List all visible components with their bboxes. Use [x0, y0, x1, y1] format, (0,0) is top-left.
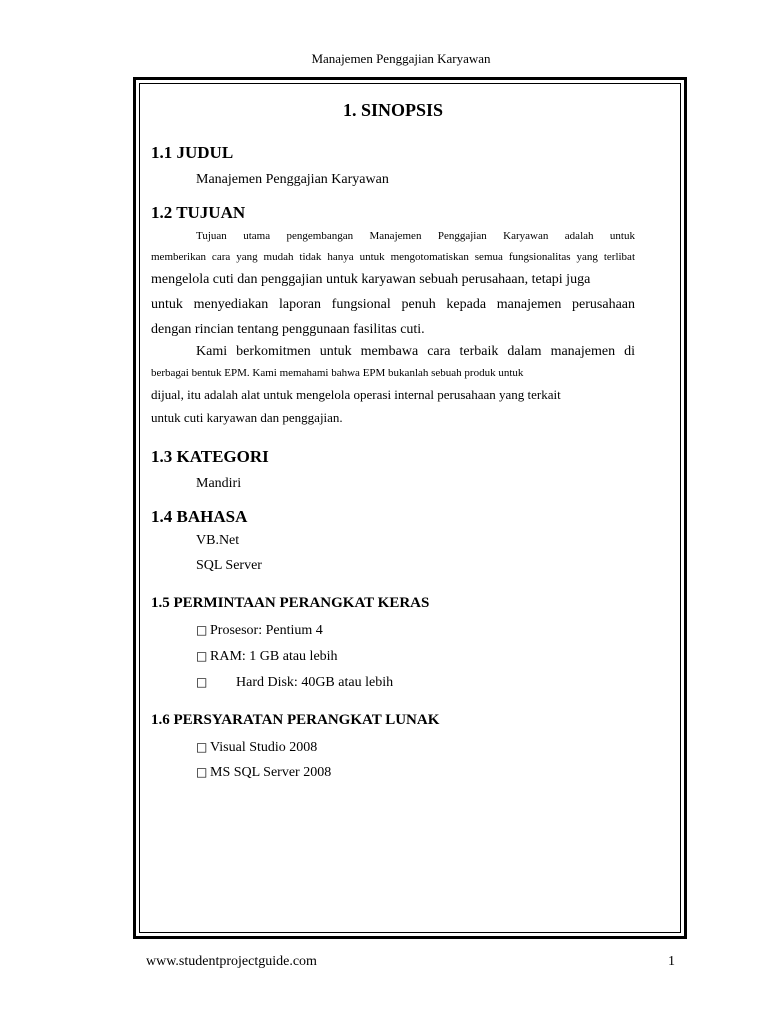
checkbox-bullet-icon: □ — [196, 623, 208, 637]
section-heading-bahasa: 1.4 BAHASA — [151, 507, 248, 526]
page-content — [151, 100, 635, 781]
tujuan-line-4: untuk menyediakan laporan fungsional penuh kepada manajemen perusahaan — [151, 297, 635, 312]
checkbox-bullet-icon: □ — [196, 675, 208, 689]
checkbox-bullet-icon: □ — [196, 740, 208, 754]
hardware-item-1-text: Prosesor: Pentium 4 — [210, 623, 323, 638]
section-heading-hardware: 1.5 PERMINTAAN PERANGKAT KERAS — [151, 595, 430, 611]
tujuan-line-6: Kami berkomitmen untuk membawa cara terbaik dalam manajemen di — [196, 344, 635, 359]
tujuan-line-1: Tujuan utama pengembangan Manajemen Penggajian Karyawan adalah untuk — [196, 230, 635, 242]
hardware-item-3-text: Hard Disk: 40GB atau lebih — [236, 675, 394, 690]
section-heading-software: 1.6 PERSYARATAN PERANGKAT LUNAK — [151, 712, 440, 728]
software-item-1 — [151, 740, 635, 756]
hardware-item-3 — [151, 675, 635, 691]
bahasa-item-2: SQL Server — [196, 558, 262, 573]
hardware-item-2-text: RAM: 1 GB atau lebih — [210, 649, 338, 664]
judul-text: Manajemen Penggajian Karyawan — [196, 172, 389, 187]
hardware-item-2 — [151, 649, 635, 665]
tujuan-line-3: mengelola cuti dan penggajian untuk karyawan sebuah perusahaan, tetapi juga — [151, 272, 591, 287]
checkbox-bullet-icon: □ — [196, 765, 208, 779]
tujuan-line-2: memberikan cara yang mudah tidak hanya untuk mengotomatiskan semua fungsionalitas yang terlibat — [151, 251, 635, 263]
tujuan-line-7: berbagai bentuk EPM. Kami memahami bahwa EPM bukanlah sebuah produk untuk — [151, 367, 524, 379]
page-border — [133, 77, 687, 939]
running-header: Manajemen Penggajian Karyawan — [311, 51, 491, 66]
section-heading-judul: 1.1 JUDUL — [151, 143, 234, 162]
section-heading-kategori: 1.3 KATEGORI — [151, 447, 269, 466]
software-item-2 — [151, 765, 635, 781]
bahasa-item-1: VB.Net — [196, 533, 240, 548]
tujuan-line-9: untuk cuti karyawan dan penggajian. — [151, 410, 343, 425]
hardware-item-1 — [151, 623, 635, 639]
page-border-inner — [139, 83, 681, 933]
footer-website: www.studentprojectguide.com — [146, 954, 317, 969]
chapter-title: 1. SINOPSIS — [342, 100, 444, 120]
tujuan-line-8: dijual, itu adalah alat untuk mengelola operasi internal perusahaan yang terkait — [151, 387, 561, 402]
section-heading-tujuan: 1.2 TUJUAN — [151, 203, 246, 222]
checkbox-bullet-icon: □ — [196, 649, 208, 663]
kategori-text: Mandiri — [196, 476, 242, 491]
software-item-1-text: Visual Studio 2008 — [210, 740, 318, 755]
software-item-2-text: MS SQL Server 2008 — [210, 765, 332, 780]
tujuan-line-5: dengan rincian tentang penggunaan fasilitas cuti. — [151, 322, 425, 337]
page-number: 1 — [668, 954, 675, 969]
